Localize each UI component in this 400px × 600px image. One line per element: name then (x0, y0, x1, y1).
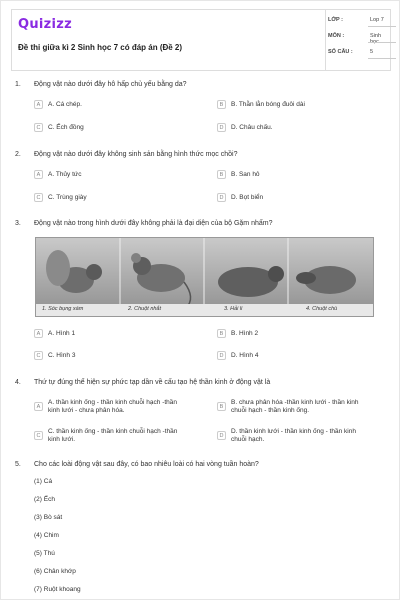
question-text: Cho các loài động vật sau đây, có bao nhiêu loài có hai vòng tuần hoàn? (34, 461, 259, 468)
subject-value: Sinh (370, 33, 382, 39)
option-letter-box: B (217, 100, 226, 109)
worksheet-header (11, 9, 391, 71)
option-letter-box: D (217, 351, 226, 360)
count-label: SỐ CÂU : (328, 49, 353, 55)
list-item: (6) Chân khớp (34, 568, 76, 575)
quizizz-logo: Quizizz (18, 17, 73, 32)
option-text: B. Thằn lằn bóng đuôi dài (231, 101, 305, 108)
option-letter-box: D (217, 193, 226, 202)
question-text: Động vật nào dưới đây không sinh sản bằng hình thức mọc chồi? (34, 151, 238, 158)
option-letter-box: D (217, 431, 226, 440)
image-caption-2: 2. Chuột nhắt (128, 306, 162, 312)
question-text: Động vật nào dưới đây hô hấp chủ yếu bằng da? (34, 81, 187, 88)
option-letter-box: A (34, 329, 43, 338)
count-value: 5 (370, 49, 374, 55)
option-letter-box: A (34, 402, 43, 411)
question-text: Thứ tự đúng thể hiện sự phức tạp dần về cấu tạo hệ thần kinh ở động vật là (34, 379, 271, 386)
option-text: A. Cá chép. (48, 101, 82, 108)
list-item: (5) Thú (34, 550, 55, 557)
question-number: 3. (15, 220, 21, 227)
option-letter-box: B (217, 329, 226, 338)
class-value: Lop 7 (370, 17, 384, 23)
animal-photos-illustration (36, 238, 373, 316)
question-number: 5. (15, 461, 21, 468)
option-letter-box: B (217, 402, 226, 411)
option-text: D. Châu chấu. (231, 124, 273, 131)
option-text: B. Hình 2 (231, 330, 259, 337)
list-item: (1) Cá (34, 478, 53, 485)
worksheet-title: Đề thi giữa kì 2 Sinh học 7 có đáp án (Đề 2) (18, 43, 183, 52)
option-text: B. San hô (231, 171, 260, 178)
list-item: (3) Bò sát (34, 514, 63, 521)
option-text: D. Hình 4 (231, 352, 259, 359)
option-letter-box: C (34, 351, 43, 360)
option-letter-box: B (217, 170, 226, 179)
image-caption-3: 3. Hải li (224, 306, 243, 312)
option-letter-box: D (217, 123, 226, 132)
count-underline (368, 58, 396, 59)
rodent-figure-image (35, 237, 374, 317)
option-text: A. Hình 1 (48, 330, 76, 337)
option-text: A. Thủy tức (48, 171, 82, 178)
option-letter-box: C (34, 193, 43, 202)
question-number: 4. (15, 379, 21, 386)
list-item: (4) Chim (34, 532, 59, 539)
list-item: (7) Ruột khoang (34, 586, 81, 593)
class-underline (368, 26, 396, 27)
option-text: C. thần kinh ống - thần kinh chuỗi hạch -thần kinh lưới. (48, 428, 178, 443)
option-letter-box: A (34, 100, 43, 109)
subject-label: MÔN : (328, 33, 345, 39)
option-letter-box: A (34, 170, 43, 179)
header-divider (325, 10, 326, 70)
option-text: B. chưa phân hóa -thần kinh lưới - thần kinh chuỗi hạch - thần kinh ống. (231, 399, 359, 414)
option-letter-box: C (34, 123, 43, 132)
question-number: 2. (15, 151, 21, 158)
question-text: Động vật nào trong hình dưới đây không phải là đại diện của bộ Gặm nhấm? (34, 220, 273, 227)
image-caption-1: 1. Sóc bụng xám (42, 306, 84, 312)
option-text: D. thần kinh lưới - thần kinh ống - thần kinh chuỗi hạch. (231, 428, 356, 443)
option-text: D. Bọt biển (231, 194, 264, 201)
option-letter-box: C (34, 431, 43, 440)
class-label: LỚP : (328, 17, 343, 23)
question-number: 1. (15, 81, 21, 88)
option-text: C. Trùng giày (48, 194, 87, 201)
subject-underline (368, 42, 396, 43)
option-text: A. thần kinh ống - thần kinh chuỗi hạch -thần kinh lưới - chưa phân hóa. (48, 399, 178, 414)
option-text: C. Hình 3 (48, 352, 76, 359)
image-caption-4: 4. Chuột chù (306, 306, 338, 312)
option-text: C. Ếch đồng (48, 124, 84, 131)
list-item: (2) Ếch (34, 496, 55, 503)
